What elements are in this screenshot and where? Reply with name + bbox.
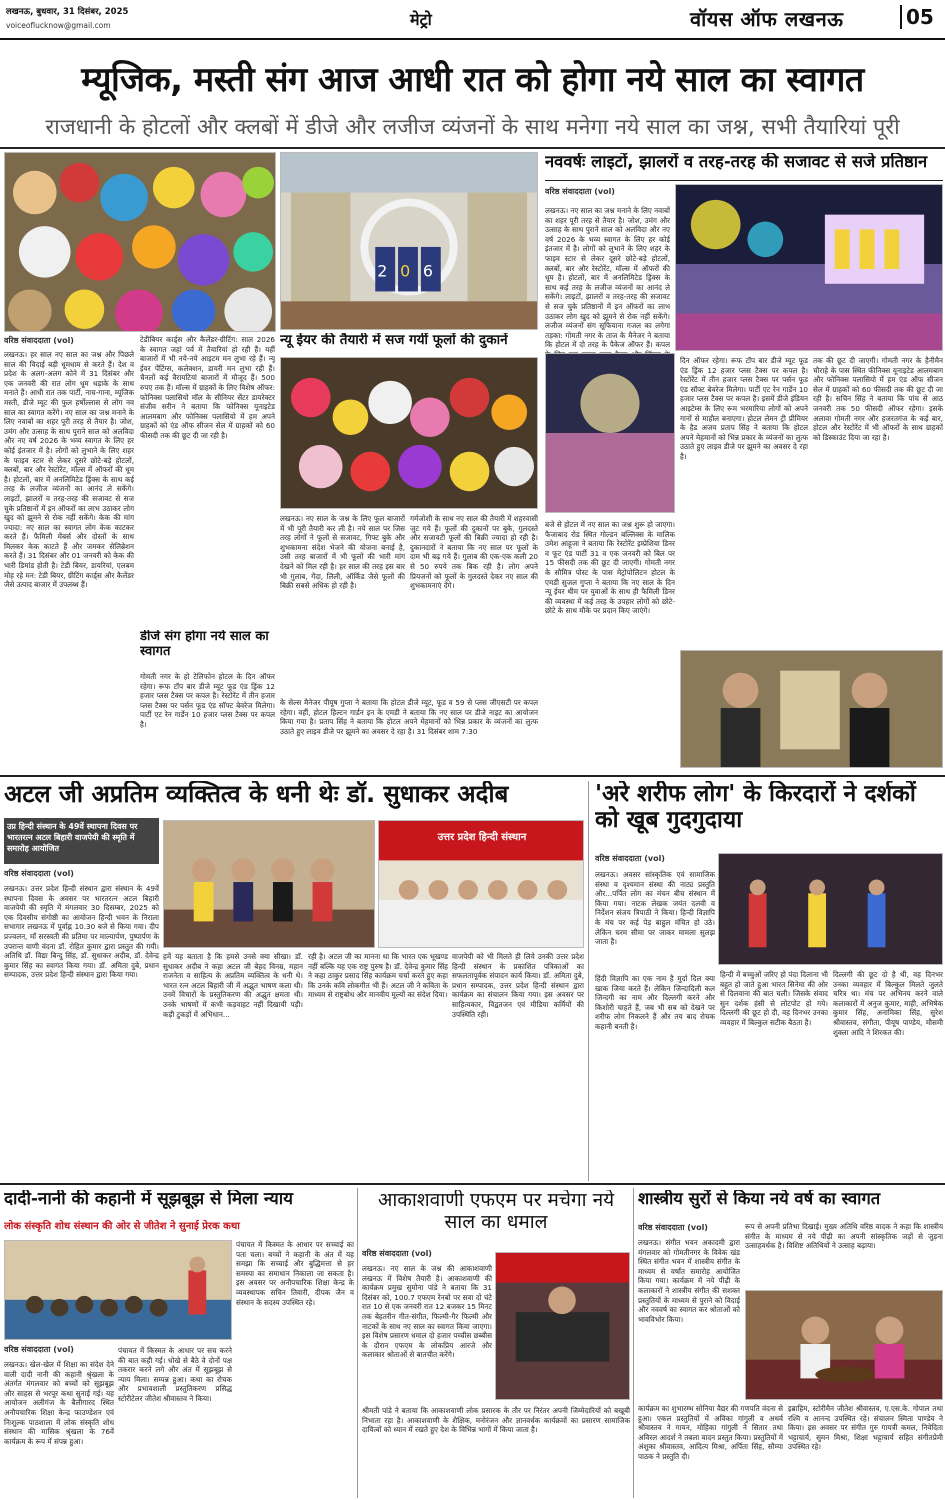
dj-subheadline: डीजे संग होगा नये साल का स्वागत — [140, 630, 269, 659]
people-photo — [680, 650, 943, 768]
lights-body: तक की छूट दी जाएगी। गोमती नगर के हैनीमैन चौराहे के पास स्थित फीनिक्स यूनाइटेड आलमबाग और फोनिक्स पलासियो में हम एंड ऑफ सीजन सेल में ग्राहकों को 60 फीसदी तक की छूट दी जा रही है। सचिन सिंह ने बताया कि पांच से आठ जनवरी तक 50 फीसदी ऑफर रहेगा। इसके अलावा गोमती नगर और हजरतगंज के कई बार, होटल और रेस्टोरेंट में भी ऑफरों के साथ ग्राहकों को डिस्काउंट दिया जा रहा है। — [813, 356, 943, 442]
shastriya-body: लखनऊ। संगीत भवन अकादमी द्वारा मंगलवार को गोमतीनगर के विवेक खंड स्थित संगीत भवन में शास्त्रीय संगीत के माध्यम से वर्षांत समारोह आयोजित किया गया। कार्यक्रम में नये पीढ़ी के कलाकारों ने शास्त्रीय संगीत की सशक्त प्रस्तुतियों के माध्यम से पुराने को विदाई और नववर्ष का स्वागत कर श्रोताओं को भावविभोर किया। — [638, 1238, 740, 1324]
flowers-body: के सेल्स मैनेजर पीयूष गुप्ता ने बताया कि होटल डीजे म्यूट, फूड व 59 से प्लस जीएसटी पर कपल रहेगा। वहीं, होटल हिल्टन गार्डन इन के एमडी ने बताया कि नए साल पर डीजे नाइट का आयोजन किया गया है। प्रताप सिंह ने बताया कि होटल अपने मेहमानों को भिन्न प्रकार के व्यंजनों का लुत्फ उठाते हुए लाइव डीजे पर झूमने का अवसर दे रहा है। 31 दिसंबर शाम 7:30 — [280, 698, 538, 736]
svg-text:6: 6 — [422, 261, 433, 281]
shastriya-body: इब्राहिम, स्टोरीमैन जीतेश श्रीवास्तव, ए.एस.के. गोपाल तथा रश्मि व आनन्द उपस्थित रहे। संचालन स्मिता पाण्डेय ने किया। इस अवसर पर संगीत गुरु गायत्री कमल, निवेदिता भट्टाचार्य, सुमन मिश्रा, शिक्षा भट्टाचार्य सहित संगीतप्रेमी उपस्थित रहे। — [788, 1404, 943, 1452]
svg-text:0: 0 — [400, 261, 411, 281]
sharif-body: दिल्लगी की छूट दो है थी, वह दिनभर उनका व्यवहार में बिल्कुल मिलते जुलते चरित्र था। मंच पर अभिनय करने वाले कलाकारों में अनुज कुमार, माही, अभिषेक कुमार सिंह, अनामिका सिंह, सुरेश श्रीवास्तव, संगीता, पीयूष पाण्डेय, मौसमी शुक्ला आदि ने शिरकत की। — [833, 970, 943, 1037]
atal-headline: अटल जी अप्रतिम व्यक्तित्व के धनी थेः डॉ. सुधाकर अदीब — [4, 781, 509, 808]
lights-photo — [545, 353, 675, 513]
masthead-email[interactable]: voiceoflucknow@gmail.com — [6, 21, 111, 30]
atal-body: वाजपेयी को भी मिलते ही लिये उनकी उत्तर प्रदेश हिन्दी संस्थान के प्रकाशित पत्रिकाओं का सफलतापूर्वक संपादन कार्य किया। डॉ. अमिता दुबे, प्रधान सम्पादक, उत्तर प्रदेश हिन्दी संस्थान द्वारा कार्यक्रम का संचालन किया गया। इस अवसर पर साहित्यकार, विद्वतजन एवं मीडिया कर्मियों की उपस्थिति रही। — [452, 952, 584, 1019]
divider — [0, 775, 945, 777]
lights-photo — [675, 184, 943, 351]
hotel-photo — [280, 152, 538, 330]
svg-text:2: 2 — [377, 261, 388, 281]
music-photo — [745, 1290, 943, 1400]
toys-photo — [4, 152, 276, 332]
lights-headline: नववर्षः लाइटों, झालरों व तरह-तरह की सजावट से सजे प्रतिष्ठान — [545, 153, 928, 171]
storytelling-photo — [4, 1240, 232, 1340]
divider — [0, 1183, 945, 1185]
lights-byline: वरिष्ठ संवाददाता (vol) — [545, 187, 615, 196]
dadi-body: पंचायत में किस्मत के आधार पर सच करने की बात कही गई। धोखे से बैठे वे दोनों पक्ष तकरार करने लगे और अंत में सूझबूझ से न्याय मिला। सम्पन्न हुआ। कथा का रोचक और प्रभावशाली प्रस्तुतिकरण प्रसिद्ध स्टोरीटेलर जीतेश श्रीवास्तव ने किया। — [118, 1346, 232, 1403]
divider — [633, 1188, 634, 1498]
lead-subhead: राजधानी के होटलों और क्लबों में डीजे और लजीज व्यंजनों के साथ मनेगा नये साल का जश्न, सभी तैयारियां पूरी — [45, 115, 900, 140]
divider — [588, 781, 589, 1181]
dadi-kicker: लोक संस्कृति शोध संस्थान की ओर से जीतेश ने सुनाई प्रेरक कथा — [4, 1221, 240, 1232]
flowers-photo — [280, 357, 538, 509]
lights-body: दिन ऑफर रहेगा। रूफ टॉप बार डीजे म्यूट फूड एंड ड्रिंक 12 हजार प्लस टैक्स पर कपल है। रेस्टोरेंट में तीन हजार प्लस टैक्स पर पर्सन फूड एंड सॉफ्ट बेवरेज मिलेगा। पार्टी एट रेन गार्डेन 10 हजार प्लस टैक्स पर कपल है। इसमें डीजे इंडियन आइटेम्स के लिए रूम भरमारिया लोगों को अपने गानों से माहौल बनाएगा। होटल लेमन ट्री प्रीमियर के हैड अजय प्रताप सिंह ने बताया कि होटल अपने मेहमानों को भिन्न प्रकार के व्यंजनों का लुत्फ उठाते हुए लाइव डीजे पर झूमने का अवसर दे रहा है। — [680, 356, 808, 461]
sharif-body: हिन्दी में बच्चुओं जरिए हो पंदा दिलाना भी बहुत हो जाते हुआ भारत सिनेमा की ओर से दिलवाना की बात चली। जिसके संवाद सुन दर्शक हंसी से लोटपोट हो गये। दिल्लगी की छूट हो दी, वह दिनभर उनका व्यवहार में बिल्कुल सटीक बैठता है। — [720, 970, 828, 1027]
atal-body: हमें यह बताता है कि हमसे उनसे क्या सीखा। डॉ. सुधाकर अदीब ने कहा अटल जी बेहद विनम्र, महान राजनेता व साहित्य के अप्रतिम व्यक्तित्व के धनी थे। भारत रत्न अटल बिहारी जी में अद्भुत भाषण कला थी। उनमें विचारों के प्रस्तुतिकरण की अद्भुत क्षमता थी। उनके भाषणों में कभी कड़वाहट नहीं दिखायी पड़ी। कड़ी टुकड़ों में अभिधान... — [163, 952, 303, 1019]
flowers-body: लखनऊ। नए साल के जश्न के लिए फूल बाजारों में भी पूरी तैयारी कर ली है। नये साल पर जिस तरह लोगों ने फूलों से सजावट, गिफ्ट बुके और शुभकामना संदेश भेजने की योजना बनाई है, उसी तरह बाजारों में भी फूलों की भारी मांग देखने को मिल रही है। हर साल की तरह इस बार भी गुलाब, गेंदा, लिली, ऑर्किड जैसे फूलों की बिक्री सबसे अधिक हो रही है। — [280, 514, 405, 591]
akashvani-byline: वरिष्ठ संवाददाता (vol) — [362, 1249, 432, 1258]
atal-byline: वरिष्ठ संवाददाता (vol) — [4, 869, 74, 878]
dadi-body: पंचायत में किस्मत के आधार पर सच्चाई का पता चला। बच्चों ने कहानी के अंत में यह समझा कि सच्चाई और बुद्धिमत्ता से हर समस्या का समाधान निकाला जा सकता है। इस अवसर पर अनौपचारिक शिक्षा केन्द्र के व्यवस्थापक सचिन तिवारी, दीपक जैन व संस्थान के सदस्य उपस्थित रहे। — [236, 1240, 354, 1307]
page-number: 05 — [900, 5, 934, 29]
play-photo — [718, 853, 943, 965]
divider — [0, 147, 945, 149]
dadi-body: लखनऊ। खेल-खेल में शिक्षा का संदेश देने वाली दादी नानी की कहानी श्रृंखला के अंतर्गत मंगलवार को बच्चों को सूझबूझ और साहस से भरपूर कथा सुनाई गई। यह आयोजन अलीगंज के बैलीगारद स्थित अनौपचारिक शिक्षा केन्द्र फाउण्डेशन एवं निःशुल्क पाठशाला में लोक संस्कृति शोध संस्थान की मासिक श्रृंखला के 76वें कार्यक्रम के रूप में संपन्न हुआ। — [4, 1360, 114, 1446]
shastriya-body: रूप से अपनी प्रतिभा दिखाई। मुख्य अतिथि वरिष्ठ वादक ने कहा कि शास्त्रीय संगीत के माध्यम से नये पीढ़ी का अपनी सांस्कृतिक जड़ों से जुड़ना उत्साहवर्धक है। विशिष्ट अतिथियों ने उत्साह बढ़ाया। — [745, 1222, 943, 1251]
atal-kicker: उप्र हिन्दी संस्थान के 49वें स्थापना दिवस पर भारतरत्न अटल बिहारी वाजपेयी की स्मृति में समारोह आयोजित — [4, 818, 159, 864]
issue-date: लखनऊ, बुधवार, 31 दिसंबर, 2025 — [6, 7, 129, 17]
atal-body: रही है। अटल जी का मानना था कि भारत एक भूखण्ड नहीं बल्कि यह एक राष्ट्र पुरुष है। डॉ. देवेन्द्र कुमार सिंह ने कहा ठाकुर प्रसाद सिंह कार्यक्रम चर्चा करते हुए कहा कि उनके कवि लोकगीत भी हैं। अटल जी ने कविता के माध्यम से राष्ट्रबोध और मानवीय मूल्यों का संदेश दिया। — [308, 952, 448, 1000]
akashvani-body: श्रीमती पांडे ने बताया कि आकाशवाणी लोक प्रसारक के तौर पर निरंतर अपनी जिम्मेदारियों को बखूबी निभाता रहा है। आकाशवाणी के शैक्षिक, मनोरंजन और ज्ञानवर्धक कार्यक्रमों का प्रसारण सामाजिक दायित्वों को ध्यान में रखते हुए देश के विभिन्न भागों में किया जाता है। — [362, 1406, 630, 1435]
sharif-body: लखनऊ। अवसर सांस्कृतिक एवं सामाजिक संस्था व दृश्यमान संस्था की नाट्य प्रस्तुति और...पर्पित लोग का मंचन बीच संस्थान में किया गया। नाटक लेखक जयंत दलवी व निर्देशन संजय त्रिपाठी ने किया। हिन्दी विज्ञापि के मंच पर कई पेड़ बाहुल मंचित हो उठे। लेकिन चरम सीमा पर जाकर मामला सुलझ जाता है। — [595, 870, 715, 947]
masthead — [0, 0, 945, 40]
dadi-byline: वरिष्ठ संवाददाता (vol) — [4, 1345, 74, 1354]
sharif-byline: वरिष्ठ संवाददाता (vol) — [595, 854, 665, 863]
dadi-headline: दादी-नानी की कहानी में सूझबूझ से मिला न्याय — [4, 1190, 294, 1209]
shastriya-headline: शास्त्रीय सुरों से किया नये वर्ष का स्वागत — [638, 1190, 881, 1208]
ceremony-photo — [163, 820, 375, 948]
akashvani-body: लखनऊ। नए साल के जश्न की आकाशवाणी लखनऊ में विशेष तैयारी है। आकाशवाणी की कार्यक्रम प्रमुख सुमोना पांडे ने बताया कि 31 दिसंबर को, 100.7 एफएम रेनबो पर सवा दो घंटे रात 10 से एक जनवरी रात 12 बजकर 15 मिनट तक बेहतरीन गीत-संगीत, फिल्मी-गैर फिल्मी और नाटकों के साथ नए साल का स्वागत किया जाएगा। इस विशेष प्रसारण धमाल दो हजार पच्चीस छब्बीस के दौरान एफएम के लोकप्रिय आरजे और कलाकार श्रोताओं से बातचीत करेंगे। — [362, 1264, 492, 1360]
section-name: मेट्रो — [410, 10, 432, 29]
akashvani-headline: आकाशवाणी एफएम पर मचेगा नये साल का धमाल — [377, 1190, 615, 1233]
divider — [545, 180, 943, 181]
lead-headline: म्यूजिक, मस्ती संग आज आधी रात को होगा नये साल का स्वागत — [81, 60, 864, 100]
divider — [357, 1188, 358, 1498]
seminar-photo — [378, 820, 584, 948]
banner-text: उत्तर प्रदेश हिन्दी संस्थान — [437, 832, 527, 843]
lights-body: बजे से होटल में नए साल का जश्न शुरू हो जाएगा। फैजाबाद रोड स्थित गोल्डन बल्लिक्स के मालिक उमेश आहूजा ने बताया कि रेस्टोरेंट इम्प्रेशिया डिनर व फूट एंड पार्टी 31 व एक जनवरी को बिल पर 15 फीसदी तक की छूट दी जाएगी। गोमती नगर के सौमित्र पोस्ट के पास मेट्रोपोलिटन होटल के एमडी सुजल गुप्ता ने बताया कि नए साल के दिन न्यू ईयर थीम पर युवाओं के साथ ही फैमिली डिनर की व्यवस्था में कई तरह के उपहार लोगों को छोटे-छोटे के साथ मौके पर प्रदान किए जाएंगे। — [545, 520, 675, 616]
lead-body: गोमती नगर के हो टेलिफोन होटल के दिन ऑफर रहेगा। रूफ टॉप बार डीजे म्यूट फूड एंड ड्रिंक 12 हजार प्लस टैक्स पर कपल है। रेस्टोरेंट में तीन हजार प्लस टैक्स पर पर्सन फूड एंड सॉफ्ट बेवरेज मिलेगा। पार्टी एट रेन गार्डेन 10 हजार प्लस टैक्स पर कपल है। — [140, 672, 275, 729]
shastriya-byline: वरिष्ठ संवाददाता (vol) — [638, 1223, 708, 1232]
flowers-headline: न्यू ईयर की तैयारी में सज गयीं फूलों की दुकानें — [280, 333, 508, 348]
newspaper-brand: वॉयस ऑफ लखनऊ — [690, 7, 844, 31]
atal-body: लखनऊ। उत्तर प्रदेश हिन्दी संस्थान द्वारा संस्थान के 49वें स्थापना दिवस के अवसर पर भारतरत्न अटल बिहारी वाजपेयी की स्मृति में मंगलवार 30 दिसम्बर, 2025 को एक दिवसीय संगोष्ठी का आयोजन हिन्दी भवन के निराला सभागार लखनऊ में पूर्वाह्न 10.30 बजे से किया गया। दीप प्रज्वलन, माँ सरस्वती की प्रतिमा पर माल्यार्पण, पुष्पार्पण के उपरान्त वाणी वंदना डॉ. रोहित कुमार द्वारा प्रस्तुत की गयी। अतिथि डॉ. विद्या बिन्दु सिंह, डॉ. सुधाकर अदीब, डॉ. देवेन्द्र कुमार सिंह का स्वागत किया गया। डॉ. अमिता दुबे, प्रधान सम्पादक, उत्तर प्रदेश हिन्दी संस्थान द्वारा किया गया। — [4, 884, 159, 980]
sharif-headline: 'अरे शरीफ लोग' के किरदारों ने दर्शकों को खूब गुदगुदाया — [595, 781, 916, 834]
lead-body: टेडीबियर कार्ड्स और कैलेंडर-ग्रीटिंग: साल 2026 के स्वागत जहां पर्व में तैयारियां हो रही हैं। यहीं बाजारों में भी नये-नये आइटम मन लुभा रहे हैं। न्यू ईयर पेंटिंग्स, कलेक्शन, डायरी मन लुभा रही हैं। चैनलों कई वैरायटियां बाजारों में मौजूद हैं। 500 रुपए तक हैं। मॉल्स में ग्राहकों के लिए विशेष ऑफर: फोनिक्स पलासियो मॉल के सीनियर सेंटर डायरेक्टर संजीव सरीन ने बताया कि फोनिक्स यूनाइटेड आलमबाग और फोनिक्स पलासियो में हम अपने ग्राहकों को एंड ऑफ सीजन सेल में ग्राहकों को 60 फीसदी तक की छूट दी जा रही है। — [140, 335, 275, 440]
shastriya-body: कार्यक्रम का शुभारम्भ सोनिया वैद्यर की गणपति वंदना से हुआ। एकल प्रस्तुतियों में अविका गांगुली व अथर्व श्रीवास्तव ने गायन, मोहिका गांगुली ने सितार तथा अविरल आदर्श ने तबला वादन प्रस्तुत किया। प्रस्तुतियों में अंशुका श्रीवास्तव, आदित्य मिश्रा, अर्पिता सिंह, सौम्या पाठक ने प्रस्तुति दी। — [638, 1404, 783, 1461]
radio-studio-photo — [495, 1252, 630, 1400]
lead-byline: वरिष्ठ संवाददाता (vol) — [4, 336, 74, 345]
flowers-body: गर्मजोशी के साथ नए साल की तैयारी में शहरवासी जुट गये हैं। फूलों की दुकानों पर बुके, गुलदस्ते और सजावटी फूलों की बिक्री ज्यादा हो रही है। दुकानदारों ने बताया कि नए साल पर फूलों के दाम भी बढ़ गये हैं। गुलाब की एक-एक कली 20 से 50 रुपये तक बिक रही है। लोग अपने प्रियजनों को फूलों के गुलदस्ते देकर नए साल की शुभकामनाएं देंगे। — [410, 514, 538, 591]
sharif-body: हिंदी विज्ञापि का एक नाम है मुर्दा दिल क्या खाक जिया करते हैं। लेकिन जिन्दादिली कल जिन्दगी का नाम और दिल्लगी करने और किशोरी चाहते हैं, जब भी सब को देखने पर शरीफ लोग निकलने हैं और तय बाद रोचक कहानी बनती है। — [595, 974, 715, 1031]
lead-body: लखनऊ। हर साल नए साल का जश्न और पिछले साल की विदाई बड़ी धूमधाम से करते हैं। देश व प्रदेश के अलग-अलग कोने में 31 दिसंबर और एक जनवरी की रात लोग धूम धड़ाके के साथ मनाते हैं। आधी रात तक पार्टी, नाच-गाना, म्यूजिक मस्ती, डीजे म्यूट की फुल हर्षोल्लास से लोग नव साल का स्वागत करेंगे। नए साल का जश्न मनाने के लिए नवाबों का शहर पूरी तरह से तैयार है। जोश, उमंग और उत्साह के साथ पुराने साल को अलविदा और नए वर्ष 2026 के भव्य स्वागत के लिए हर कोई इंतजार में है। लोगों को लुभाने के लिए शहर के फाइव स्टार से लेकर दूसरे छोटे-बड़े होटलों, क्लबों, बार और रेस्टोरेंट, मॉल्स में ऑफरों की धूम है। होटलों, बार में अनलिमिटेड ड्रिंक्स के साथ कई तरह के लजीज व्यंजनों का आनंद ले सकेंगे। लाइटों, झालरों व तरह-तरह की सजावट से सज चुके प्रतिष्ठानों में इन ऑफरों का लाभ उठाकर लोग खुद को झूमने से रोक नहीं सकेंगे। केक की मांग ज्यादा: नए साल का स्वागत लोग केक काटकर करते हैं। फैमिली मेंबर्स और दोस्तों के साथ मिलकर केक काटते हैं और जमकर सेलिब्रेशन करते हैं। 31 दिसंबर और 01 जनवरी को केक की भारी डिमांड होती है। टेडी बियर, डायरियां, एलबम मोह रहे मन: टेडी बियर, ग्रीटिंग कार्ड्स और कैलेंडर जैसे उत्पाद बाजार में उपलब्ध हैं। — [4, 350, 134, 590]
lights-body: लखनऊ। नए साल का जश्न मनाने के लिए नवाबों का शहर पूरी तरह से तैयार है। जोश, उमंग और उत्साह के साथ पुराने साल को अलविदा और नए वर्ष 2026 के भव्य स्वागत के लिए हर कोई इंतजार में है। लोगों को लुभाने के लिए शहर के फाइव स्टार से लेकर दूसरे छोटे-बड़े होटलों, क्लबों, बार और रेस्टोरेंट, मॉल्स में ऑफरों की धूम है। होटलों, बार में अनलिमिटेड ड्रिंक्स के साथ कई तरह के लजीज व्यंजनों का आनंद ले सकेंगे। लाइटों, झालरों व तरह-तरह की सजावट से सज चुके प्रतिष्ठानों में इन ऑफरों का लाभ उठाकर लोग खुद को झूमने से रोक नहीं सकेंगे। लजीज व्यंजनों संग सूफियाना गजल का लगेगा तड़का: गोमती नगर के ताज के मैनेजर ने बताया कि होटल में दो तरह के पैकेज ऑफर हैं। कपल — [545, 206, 670, 350]
